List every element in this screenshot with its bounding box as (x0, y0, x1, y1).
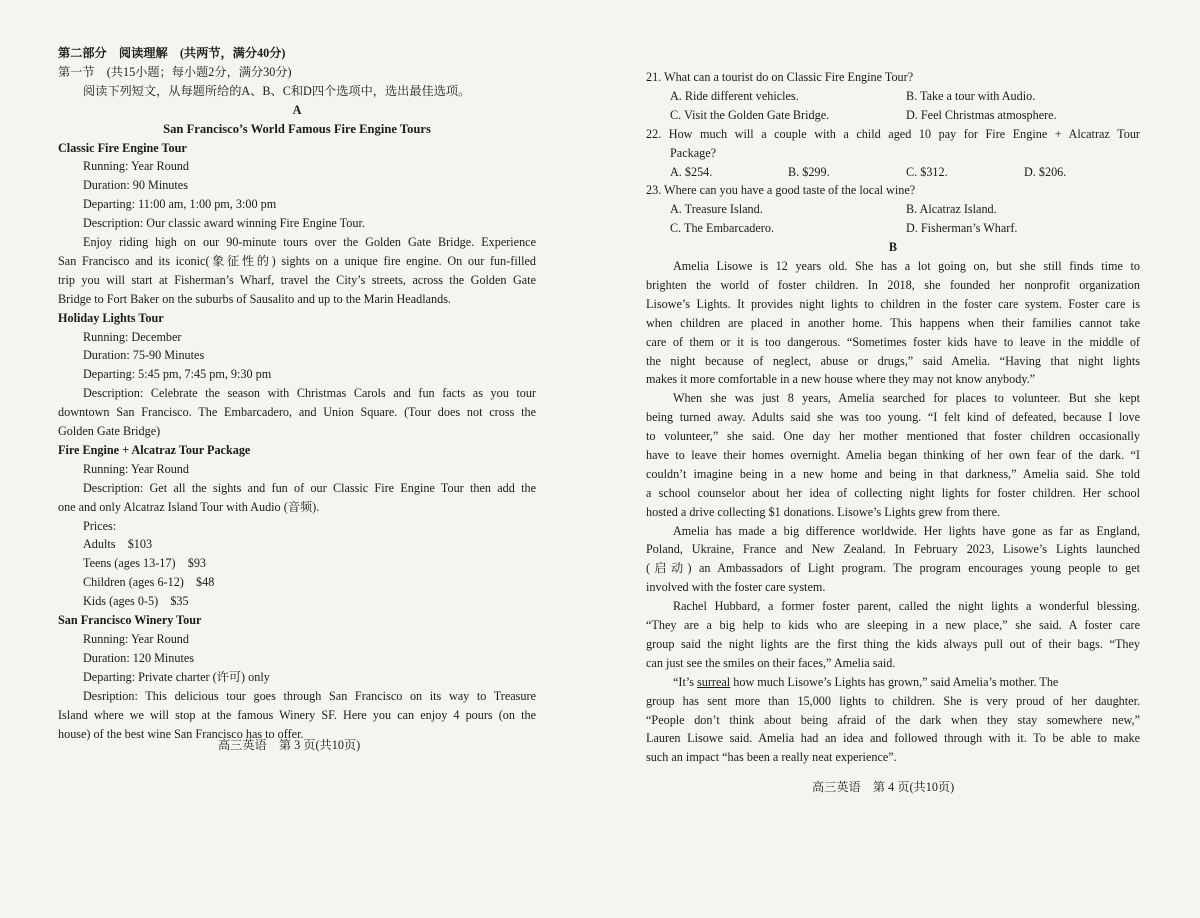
passage-b-line: “They are a big help to kids who are sleeping in a new place,” she said. A foster care (646, 618, 1140, 633)
question-22-cont: Package? (670, 145, 717, 160)
passage-title: San Francisco’s World Famous Fire Engine Tours (163, 121, 431, 136)
passage-b-line: When she was just 8 years, Amelia searched for places to volunteer. But she kept (673, 391, 1140, 406)
option-b: B. Alcatraz Island. (906, 202, 997, 217)
option-a: A. Ride different vehicles. (670, 88, 799, 103)
tour-3-description-line: one and only Alcatraz Island Tour with Audio (音频). (58, 499, 320, 514)
passage-b-line: “People don’t think about being afraid of the dark when they stay somewhere new,” (646, 712, 1140, 727)
passage-b-line: such an impact “has been a really neat experience”. (646, 750, 897, 765)
option-c: C. Visit the Golden Gate Bridge. (670, 107, 830, 122)
passage-b-line: to volunteer,” she said. One day her mother mentioned that foster children occasionally (646, 429, 1140, 444)
question-23-options (646, 219, 1140, 238)
tour-1-text-line: San Francisco and its iconic(象征性的) sights on a unique fire engine. On our fun-filled (58, 253, 536, 268)
passage-b-line: Lauren Lisowe said. Amelia had an idea and followed through with it. To be able to make (646, 731, 1140, 746)
tour-3-title: Fire Engine + Alcatraz Tour Package (58, 442, 251, 457)
option-a: A. $254. (670, 164, 713, 179)
passage-b-line: Lisowe’s Lights. It provides night lights to children in the foster care system. Foster care is (646, 296, 1140, 311)
text-run: how much Lisowe’s Lights has grown,” said Amelia’s mother. The (730, 674, 1059, 689)
tour-1-text-line: Enjoy riding high on our 90-minute tours over the Golden Gate Bridge. Experience (83, 235, 536, 250)
tour-3-prices-label: Prices: (83, 518, 117, 533)
passage-b-line: makes it more comfortable in a new house where they may not know anybody.” (646, 372, 1036, 387)
option-c: C. The Embarcadero. (670, 221, 775, 236)
tour-1-title: Classic Fire Engine Tour (58, 140, 187, 155)
question-22: 22. How much will a couple with a child aged 10 pay for Fire Engine + Alcatraz Tour (646, 126, 1140, 141)
option-c: C. $312. (906, 164, 948, 179)
passage-b-line-surreal (646, 673, 1140, 692)
passage-b-line: (启动) an Ambassadors of Light program. The program encourages young people to get (646, 561, 1140, 576)
tour-2-departing: Departing: 5:45 pm, 7:45 pm, 9:30 pm (83, 367, 272, 382)
option-b: B. Take a tour with Audio. (906, 88, 1036, 103)
price-kids: Kids (ages 0-5) $35 (83, 594, 189, 609)
tour-4-description-line: house) of the best wine San Francisco has to offer. (58, 726, 304, 741)
passage-b-line: Poland, Ukraine, France and New Zealand. In February 2023, Lisowe’s Lights launched (646, 542, 1140, 557)
passage-b-line: involved with the foster care system. (646, 580, 826, 595)
price-teens: Teens (ages 13-17) $93 (83, 556, 207, 571)
tour-2-description-line: Description: Celebrate the season with Christmas Carols and fun facts as you tour (83, 386, 536, 401)
tour-2-title: Holiday Lights Tour (58, 310, 164, 325)
tour-4-description-line: Island where we will stop at the famous Winery SF. Here you can enjoy 4 pours (on the (58, 707, 536, 722)
option-d: D. Feel Christmas atmosphere. (906, 107, 1057, 122)
passage-b-line: the night because of neglect, abuse or drugs,” said Amelia. “Having that night lights (646, 353, 1140, 368)
passage-b-line: Amelia Lisowe is 12 years old. She has a lot going on, but she still finds time to (673, 259, 1140, 274)
tour-4-description-line: Desription: This delicious tour goes through San Francisco on its way to Treasure (83, 688, 536, 703)
underlined-word-surreal: surreal (697, 674, 731, 689)
tour-1-departing: Departing: 11:00 am, 1:00 pm, 3:00 pm (83, 197, 277, 212)
price-children: Children (ages 6-12) $48 (83, 575, 215, 590)
text-run: “It’s (673, 674, 698, 689)
tour-1-duration: Duration: 90 Minutes (83, 178, 188, 193)
passage-b-line: being turned away. Adults said she was too young. “I felt kind of defeated, because I love (646, 410, 1140, 425)
price-adults: Adults $103 (83, 537, 153, 552)
passage-letter-a: A (292, 102, 302, 117)
passage-b-line: group said the night lights are the first thing the kids always pull out of their bags. “They (646, 636, 1140, 651)
passage-b-line: when children are placed in another home. This happens when their families cannot take (646, 315, 1140, 330)
passage-b-line: have to leave their homes overnight. Amelia began thinking of her own fear of the dark. “I (646, 447, 1140, 462)
passage-b-line: group has sent more than 15,000 lights to children. She is very proud of her daughter. (646, 693, 1140, 708)
option-b: B. $299. (788, 164, 830, 179)
tour-2-duration: Duration: 75-90 Minutes (83, 348, 205, 363)
question-21-options (646, 106, 1140, 125)
passage-b-line: hosted a drive collecting $1 donations. Lisowe’s Lights grew from there. (646, 504, 1001, 519)
tour-3-description-line: Description: Get all the sights and fun of our Classic Fire Engine Tour then add the (83, 480, 536, 495)
page-4-footer: 高三英语 第 4 页(共10页) (812, 780, 955, 794)
tour-4-title: San Francisco Winery Tour (58, 613, 202, 628)
passage-b-line: brighten the world of foster children. In 2018, she founded her nonprofit organization (646, 277, 1140, 292)
tour-4-duration: Duration: 120 Minutes (83, 650, 195, 665)
option-d: D. $206. (1024, 164, 1067, 179)
passage-b-line: Amelia has made a big difference worldwide. Her lights have gone as far as England, (673, 523, 1140, 538)
passage-letter-b: B (888, 240, 898, 255)
passage-b-line: can just see the smiles on their faces,” Amelia said. (646, 655, 896, 670)
section-header: 第二部分 阅读理解 (共两节，满分40分) (58, 46, 286, 60)
question-23-options (646, 200, 1140, 219)
passage-b-line: Rachel Hubbard, a former foster parent, called the night lights a wonderful blessing. (673, 599, 1140, 614)
passage-b-line: a school counselor about her idea of collecting night lights for foster children. Her school (646, 485, 1140, 500)
tour-2-description-line: downtown San Francisco. The Embarcadero, and Union Square. (Tour does not cross the (58, 405, 536, 420)
question-21: 21. What can a tourist do on Classic Fire Engine Tour? (646, 70, 914, 84)
passage-b-line: care of them or it is too dangerous. “Sometimes foster kids have to leave in the middle of (646, 334, 1140, 349)
option-a: A. Treasure Island. (670, 202, 763, 217)
tour-1-running: Running: Year Round (83, 159, 189, 174)
instructions: 阅读下列短文，从每题所给的A、B、C和D四个选项中，选出最佳选项。 (83, 83, 471, 98)
tour-1-text-line: Bridge to Fort Baker on the suburbs of Sausalito and up to the Marin Headlands. (58, 291, 451, 306)
tour-1-description: Description: Our classic award winning Fire Engine Tour. (83, 216, 365, 231)
tour-3-running: Running: Year Round (83, 461, 189, 476)
question-22-options (646, 163, 1140, 182)
question-23: 23. Where can you have a good taste of the local wine? (646, 183, 916, 198)
option-d: D. Fisherman’s Wharf. (906, 221, 1018, 236)
tour-4-running: Running: Year Round (83, 632, 189, 646)
tour-4-departing: Departing: Private charter (许可) only (83, 669, 270, 684)
subsection-header: 第一节 (共15小题；每小题2分，满分30分) (58, 64, 292, 79)
question-21-options (646, 87, 1140, 106)
tour-2-description-line: Golden Gate Bridge) (58, 424, 161, 439)
passage-b-line: couldn’t imagine being in a new home and being in that darkness,” Amelia said. She told (646, 466, 1140, 481)
page-3-footer: 高三英语 第 3 页(共10页) (218, 738, 361, 752)
page-3 (58, 0, 536, 894)
tour-1-text-line: trip you will start at Fisherman’s Wharf, travel the City’s streets, across the Golden Gate (58, 272, 536, 287)
tour-2-running: Running: December (83, 329, 182, 344)
